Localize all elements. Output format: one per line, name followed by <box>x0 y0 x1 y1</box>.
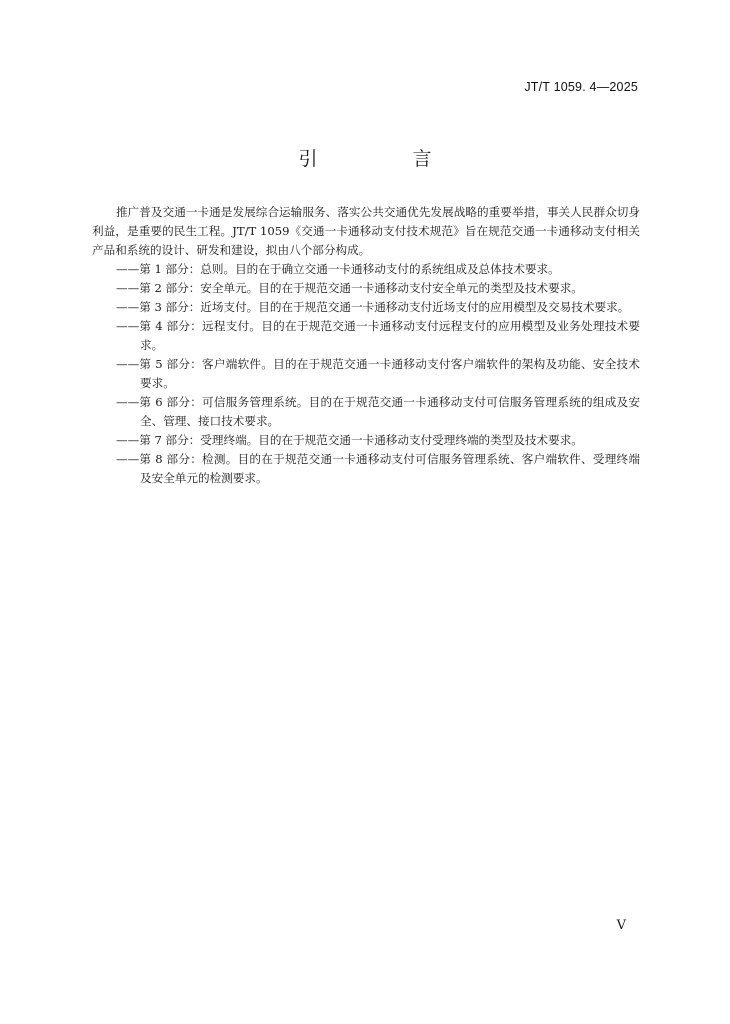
part-item-8: ——第 8 部分：检测。目的在于规范交通一卡通移动支付可信服务管理系统、客户端软件、受理终端及安全单元的检测要求。 <box>116 452 640 485</box>
page-number: V <box>616 918 626 933</box>
part-item-3: ——第 3 部分：近场支付。目的在于规范交通一卡通移动支付近场支付的应用模型及交易技术要求。 <box>116 300 630 314</box>
part-item-5: ——第 5 部分：客户端软件。目的在于规范交通一卡通移动支付客户端软件的架构及功能、安全技术要求。 <box>116 357 640 390</box>
part-item-4: ——第 4 部分：远程支付。目的在于规范交通一卡通移动支付远程支付的应用模型及业务处理技术要求。 <box>116 319 640 352</box>
document-body <box>92 203 640 488</box>
part-item-2: ——第 2 部分：安全单元。目的在于规范交通一卡通移动支付安全单元的类型及技术要求。 <box>116 281 583 295</box>
page-title: 引 言 <box>298 148 470 170</box>
part-item-6: ——第 6 部分：可信服务管理系统。目的在于规范交通一卡通移动支付可信服务管理系统的组成及安全、管理、接口技术要求。 <box>116 395 640 428</box>
part-item-7: ——第 7 部分：受理终端。目的在于规范交通一卡通移动支付受理终端的类型及技术要求。 <box>116 433 583 447</box>
intro-paragraph: 推广普及交通一卡通是发展综合运输服务、落实公共交通优先发展战略的重要举措，事关人民群众切身利益，是重要的民生工程。JT/T 1059《交通一卡通移动支付技术规范》旨在规范交通一卡通移动支付相关产品和系统的设计、研发和建设，拟由八个部分构成。 <box>92 205 640 257</box>
parts-list <box>92 260 640 488</box>
part-item-1: ——第 1 部分：总则。目的在于确立交通一卡通移动支付的系统组成及总体技术要求。 <box>116 262 560 276</box>
standard-code: JT/T 1059. 4—2025 <box>524 80 638 94</box>
